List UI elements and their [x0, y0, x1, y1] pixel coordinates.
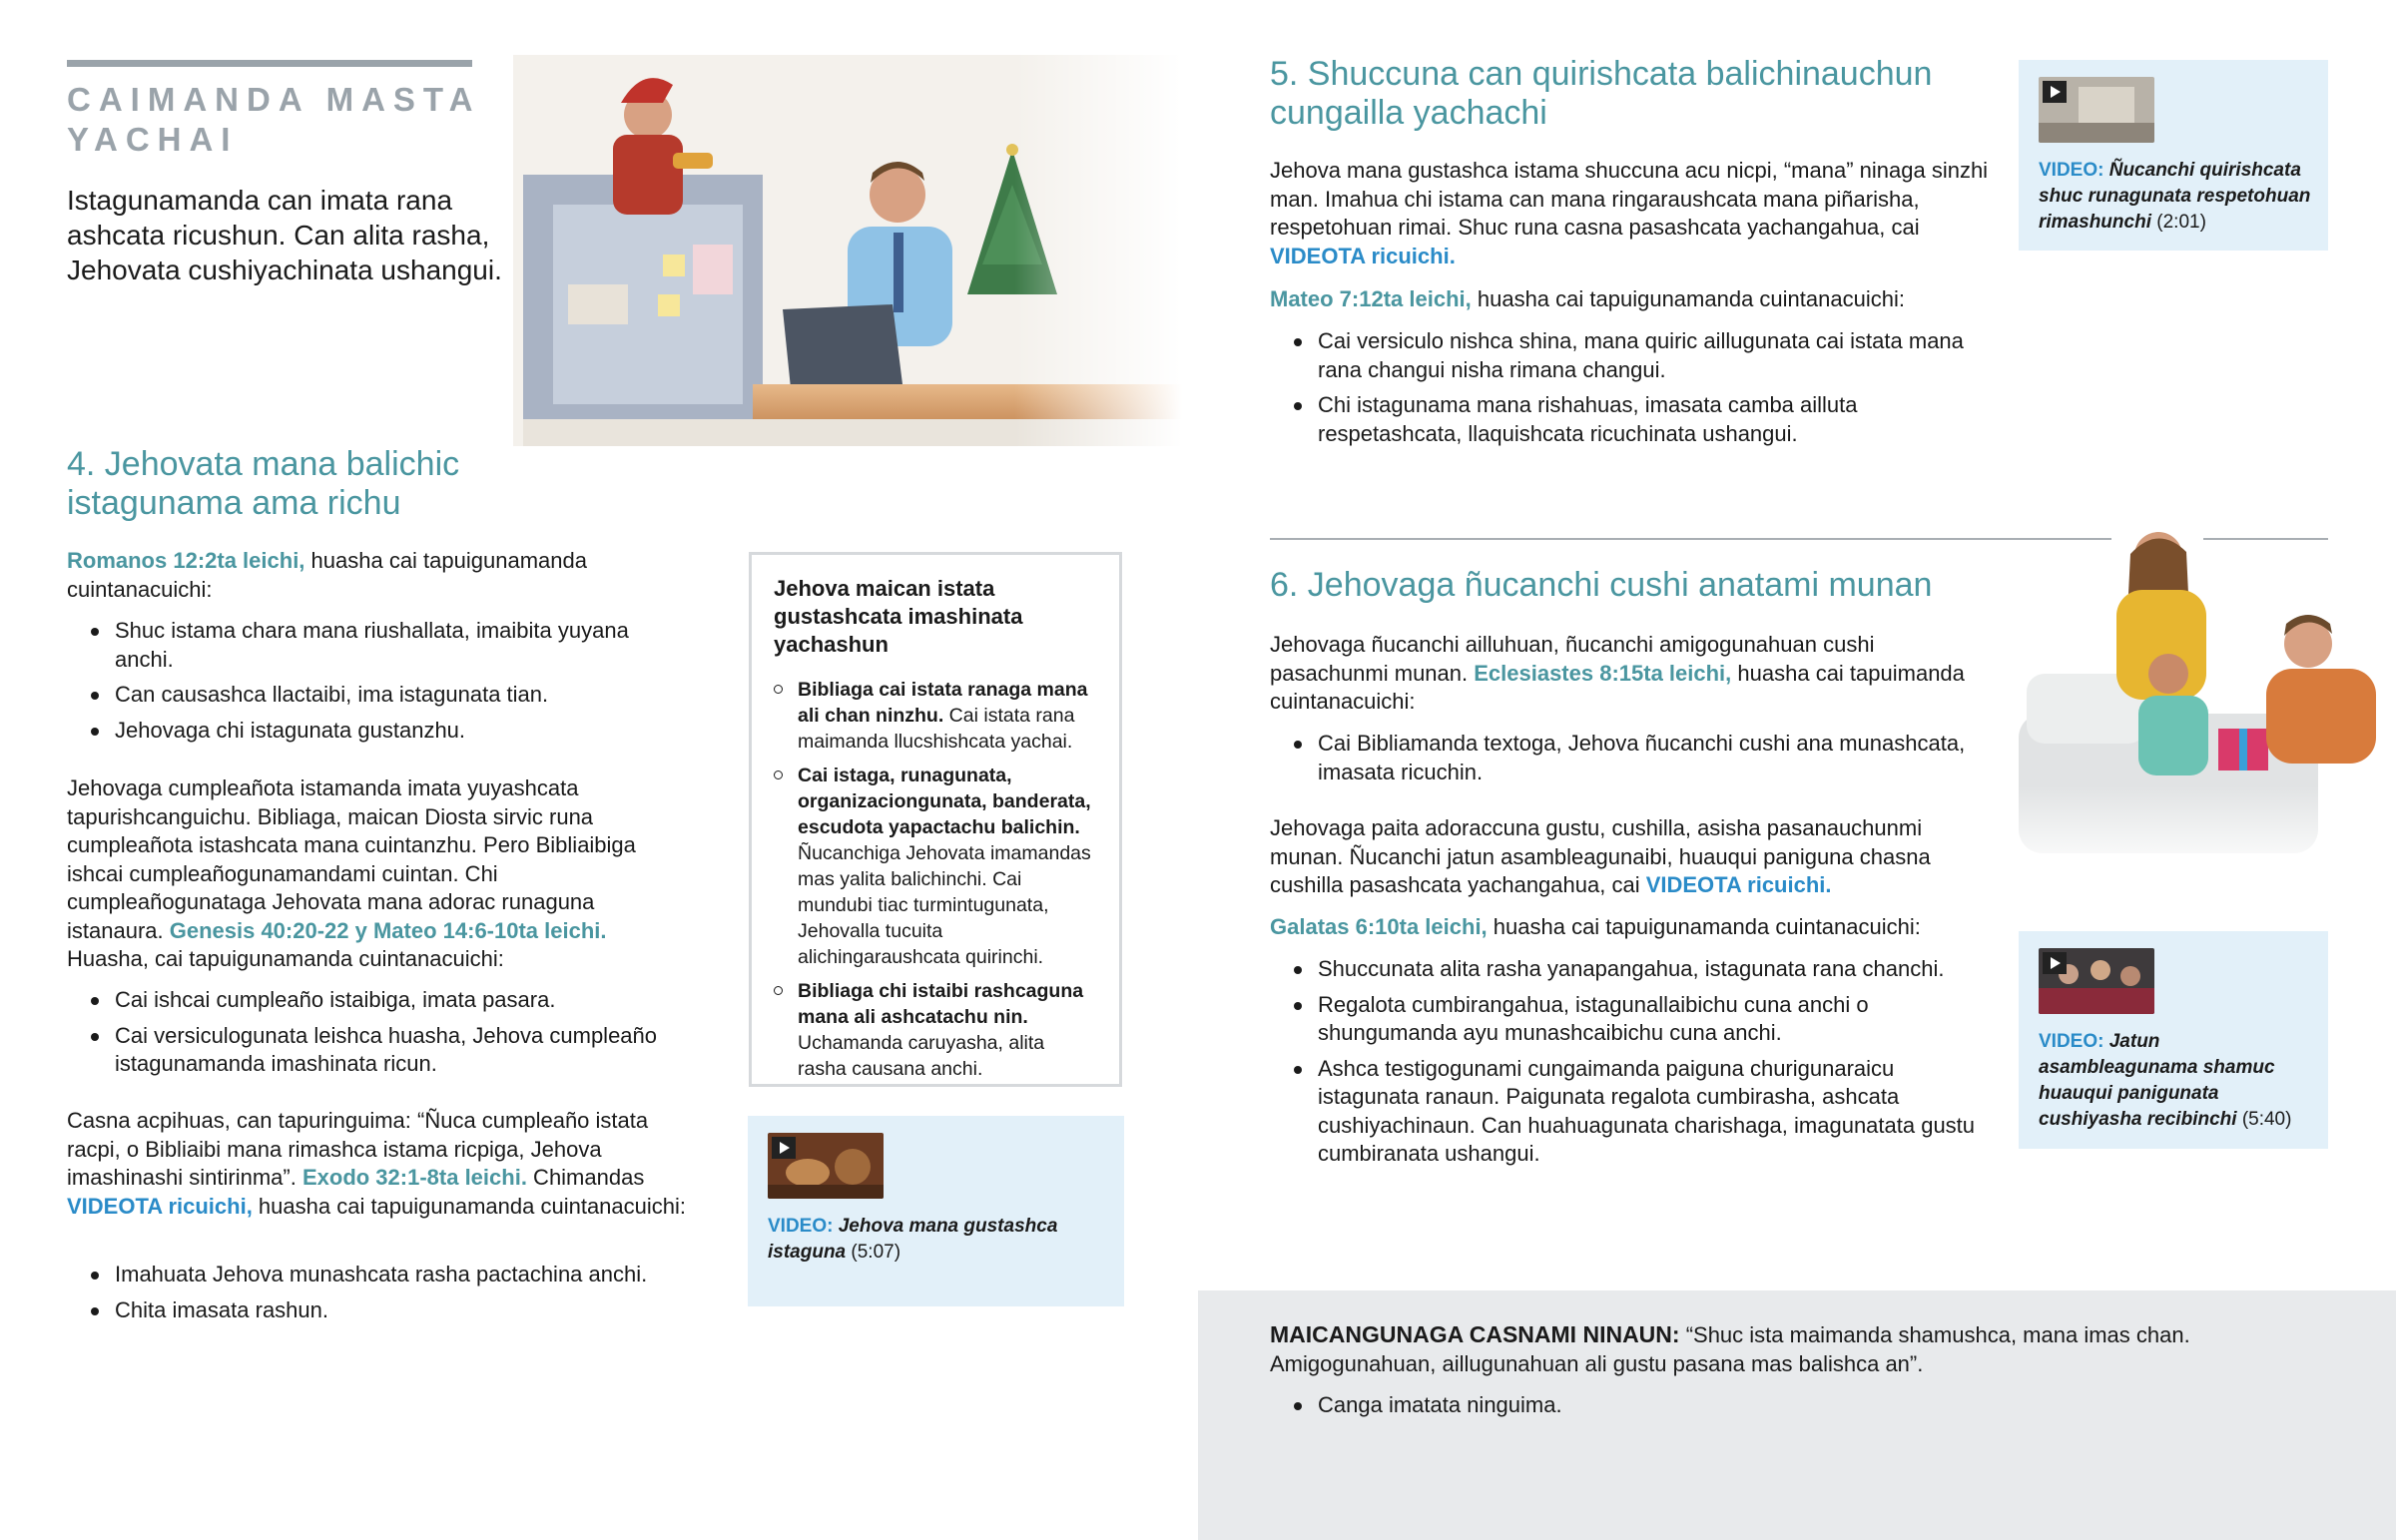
list-item: Can causashca llactaibi, ima istagunata tian. [67, 681, 686, 710]
section-6-heading: 6. Jehovaga ñucanchi cushi anatami munan [1270, 566, 1933, 604]
section-5-heading: 5. Shuccuna can quirishcata balichinauchun cungailla yachachi [1270, 55, 1933, 132]
video-card-holidays[interactable] [748, 1116, 1124, 1306]
office-gift-illustration [513, 55, 1182, 446]
section-4-list-2 [67, 986, 676, 1086]
list-item: Chi istagunama mana rishahuas, imasata camba ailluta respetashcata, llaquishcata ricuchinata ushangui. [1270, 391, 1989, 448]
sidebar-box [749, 552, 1122, 1087]
list-item: Regalota cumbirangahua, istagunallaibichu cuna anchi o shungumanda ayu munashcaibichu cuna anchi. [1270, 991, 1989, 1048]
summary-list [1270, 1391, 2168, 1427]
play-icon [2043, 952, 2067, 974]
section-4-list-1 [67, 617, 686, 752]
list-item: Cai ishcai cumpleaño istaibiga, imata pasara. [67, 986, 676, 1015]
video-thumbnail[interactable] [2039, 77, 2154, 143]
section-6-list-1 [1270, 730, 1989, 793]
section-kicker: CAIMANDA MASTA YACHAI [67, 81, 480, 158]
video-card-respect[interactable] [2019, 60, 2328, 251]
section-5-prompt: Mateo 7:12ta leichi, huasha cai tapuigunamanda cuintanacuichi: [1270, 286, 1905, 311]
list-item: Cai versiculo nishca shina, mana quiric aillugunata cai istata mana rana changui nisha rimana changui. [1270, 327, 1989, 384]
section-4-paragraph-3: Casna acpihuas, can tapuringuima: “Ñuca cumpleaño istata racpi, o Bibliaibi mana rimashca istama ricpiga, Jehova imashinashi sintirinma”. Exodo 32:1-8ta leichi. Chimandas VIDEOTA ricuichi, huasha cai tapuigunamanda cuintanacuichi: [67, 1108, 687, 1219]
section-6-paragraph-1: Jehovaga ñucanchi ailluhuan, ñucanchi amigogunahuan cushi pasachunmi munan. Eclesiastes 8:15ta leichi, huasha cai tapuimanda cuintanacuichi: [1270, 632, 1965, 714]
list-item: Ashca testigogunami cungaimanda paiguna churigunaraicu istagunata ranaun. Paigunata regalota cumbirasha, ashcata cushiyachinaun. Can huahuagunata charishaga, imagunatata gustu cumbiranata ushangui. [1270, 1055, 1989, 1169]
list-item: Shuccunata alita rasha yanapangahua, istagunata rana chanchi. [1270, 955, 1989, 984]
play-icon [772, 1137, 796, 1159]
section-6-list-2 [1270, 955, 1989, 1176]
section-5-paragraph-1: Jehova mana gustashca istama shuccuna acu nicpi, “mana” ninaga sinzhi man. Imahua chi istama can mana ringaraushcata mana piñarisha, respetohuan rimai. Shuc runa casna pasashcata yachangahua, cai VIDEOTA ricuichi. [1270, 158, 1989, 268]
list-item: Jehovaga chi istagunata gustanzhu. [67, 717, 686, 746]
section-4-heading: 4. Jehovata mana balichic istagunama ama richu [67, 445, 460, 522]
list-item: Chita imasata rashun. [67, 1296, 706, 1325]
sidebar-box-item: Cai istaga, runagunata, organizaciongunata, banderata, escudota yapactachu balichin. Ñucanchiga Jehovata imamandas mas yalita balichinchi. Cai mundubi tiac turmintugunata, Jehovalla tucuita alichingaraushcata quirinchi. [774, 763, 1097, 970]
scripture-link-exodo[interactable]: Exodo 32:1-8ta leichi. [301, 1165, 527, 1190]
video-caption: VIDEO: Ñucanchi quirishcata shuc runagunata respetohuan rimashunchi (2:01) [2039, 160, 2311, 233]
list-item: Imahuata Jehova munashcata rasha pactachina anchi. [67, 1261, 706, 1289]
section-4-paragraph-2: Jehovaga cumpleañota istamanda imata yuyashcata tapurishcanguichu. Bibliaga, maican Diosta sirvic runa cumpleañota istashcata mana cuintanzhu. Pero Bibliaibiga ishcai cumpleañogunamandami cuintan. Chi cumpleañogunataga Jehovata mana adorac runaguna istanaura. Genesis 40:20-22 y Mateo 14:6-10ta leichi. Huasha, cai tapuigunamanda cuintanacuichi: [67, 775, 636, 971]
list-item: Shuc istama chara mana riushallata, imaibita yuyana anchi. [67, 617, 686, 674]
section-6-prompt: Galatas 6:10ta leichi, huasha cai tapuigunamanda cuintanacuichi: [1270, 914, 1921, 939]
summary-label: MAICANGUNAGA CASNAMI NINAUN: [1270, 1321, 1680, 1347]
sidebar-box-item: Bibliaga chi istaibi rashcaguna mana ali ashcatachu nin. Uchamanda caruyasha, alita rasha causana anchi. [774, 978, 1097, 1082]
scripture-link-eclesiastes[interactable]: Eclesiastes 8:15ta leichi, [1474, 660, 1732, 686]
video-link[interactable]: VIDEOTA ricuichi. [1645, 872, 1832, 897]
scripture-link-galatas[interactable]: Galatas 6:10ta leichi, [1270, 914, 1488, 939]
video-caption: VIDEO: Jehova mana gustashca istaguna (5:07) [768, 1216, 1058, 1263]
play-icon [2043, 81, 2067, 103]
sidebar-box-item: Bibliaga cai istata ranaga mana ali chan ninzhu. Cai istata rana maimanda llucshishcata yachai. [774, 677, 1097, 755]
video-card-assembly[interactable] [2019, 931, 2328, 1149]
scripture-link-genesis-mateo[interactable]: Genesis 40:20-22 y Mateo 14:6-10ta leichi. [169, 917, 607, 943]
section-5-list [1270, 327, 1989, 455]
section-divider [1270, 538, 2111, 540]
intro-paragraph: Istagunamanda can imata rana ashcata ricushun. Can alita rasha, Jehovata cushiyachinata ushangui. [67, 185, 502, 285]
sidebar-box-title: Jehova maican istata gustashcata imashinata yachashun [774, 576, 1023, 657]
list-item: Cai versiculogunata leishca huasha, Jehova cumpleaño istagunamanda imashinata ricun. [67, 1022, 676, 1079]
scripture-link-mateo[interactable]: Mateo 7:12ta leichi, [1270, 286, 1472, 311]
family-gift-illustration [2019, 524, 2396, 873]
top-rule [67, 60, 472, 67]
list-item: Canga imatata ninguima. [1270, 1391, 2168, 1420]
scripture-link-romans[interactable]: Romanos 12:2ta leichi, [67, 548, 305, 573]
video-link[interactable]: VIDEOTA ricuichi. [1270, 243, 1456, 268]
video-thumbnail[interactable] [768, 1133, 884, 1199]
video-thumbnail[interactable] [2039, 948, 2154, 1014]
list-item: Cai Bibliamanda textoga, Jehova ñucanchi cushi ana munashcata, imasata ricuchin. [1270, 730, 1989, 786]
section-4-prompt-1: Romanos 12:2ta leichi, huasha cai tapuigunamanda cuintanacuichi: [67, 548, 587, 602]
video-caption: VIDEO: Jatun asambleagunama shamuc huauqui panigunata cushiyasha recibinchi (5:40) [2039, 1031, 2292, 1130]
section-6-paragraph-2: Jehovaga paita adoraccuna gustu, cushilla, asisha pasanauchunmi munan. Ñucanchi jatun asambleagunaibi, huauqui paniguna chasna cushilla pasashcata yachangahua, cai VIDEOTA ricuichi. [1270, 815, 1931, 897]
section-4-list-3 [67, 1261, 706, 1331]
video-link[interactable]: VIDEOTA ricuichi, [67, 1193, 253, 1219]
summary-text: MAICANGUNAGA CASNAMI NINAUN: “Shuc ista maimanda shamushca, mana imas chan. Amigogunahuan, aillugunahuan ali gustu pasana mas balishca an”. [1270, 1321, 2190, 1376]
